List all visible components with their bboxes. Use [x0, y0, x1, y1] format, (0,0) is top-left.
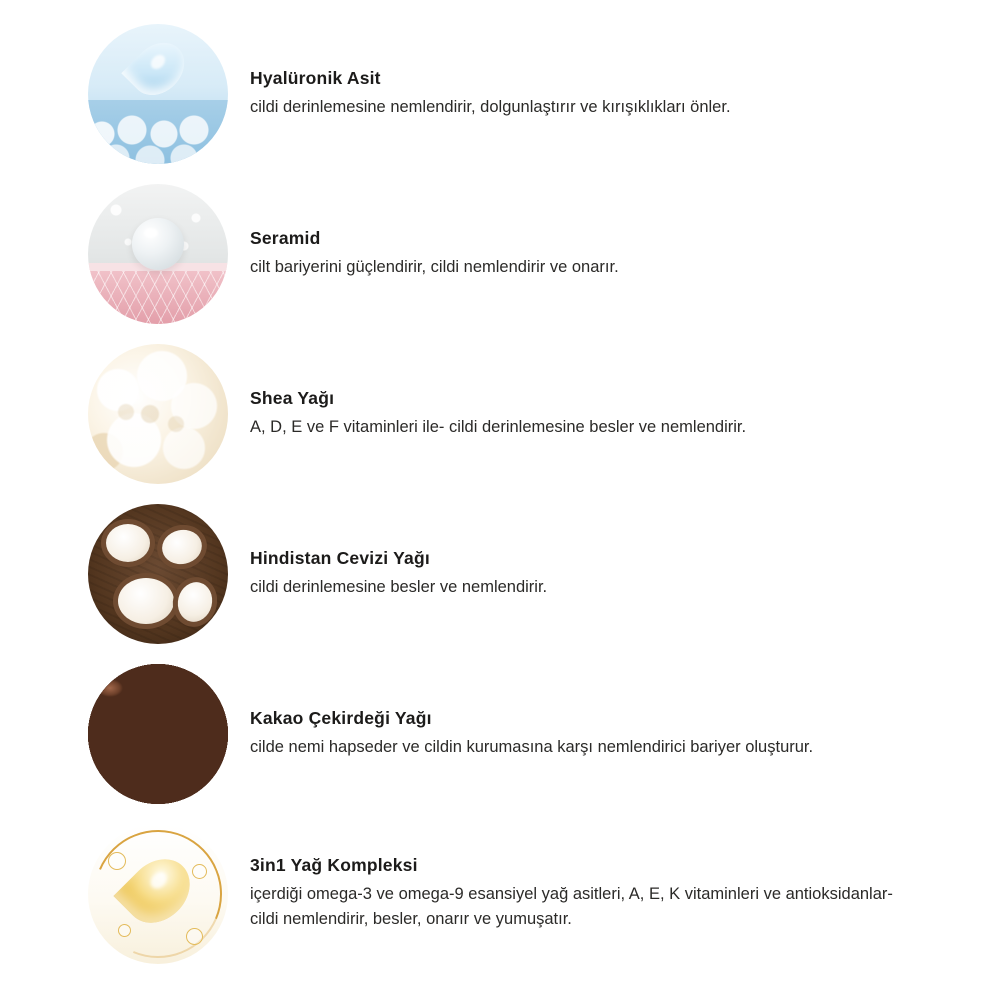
ingredient-row — [0, 654, 1000, 814]
butter-shadow-layer — [88, 344, 228, 484]
cocoa-beans-layer — [88, 664, 228, 804]
ingredient-text — [250, 708, 910, 760]
water-drop-icon — [121, 32, 195, 106]
ingredient-description: cilde nemi hapseder ve cildin kurumasına karşı nemlendirici bariyer oluşturur. — [250, 737, 814, 756]
ingredient-title: Hyalüronik Asit — [250, 67, 381, 88]
ingredient-title: 3in1 Yağ Kompleksi — [250, 855, 418, 875]
coconut-halves-photo — [88, 504, 228, 644]
skin-cells-layer — [88, 100, 228, 164]
oil-bubble-icon — [186, 928, 203, 945]
ingredient-row — [0, 814, 1000, 974]
ingredient-row — [0, 174, 1000, 334]
skin-layer — [88, 268, 228, 324]
shea-butter-texture-photo — [88, 344, 228, 484]
ingredient-description: cilt bariyerini güçlendirir, cildi nemlendirir ve onarır. — [250, 257, 619, 276]
ingredient-text — [250, 548, 910, 600]
ceramide-bubble-icon — [132, 218, 184, 270]
golden-oil-drop-illustration — [88, 824, 228, 964]
ingredient-thumbnail-wrap — [88, 504, 228, 644]
ingredient-title: Hindistan Cevizi Yağı — [250, 547, 430, 568]
coconut-husk-layer — [88, 504, 228, 644]
ingredient-description: cildi derinlemesine besler ve nemlendirir. — [250, 577, 548, 596]
ingredient-row — [0, 494, 1000, 654]
ingredient-title: Kakao Çekirdeği Yağı — [250, 707, 432, 728]
ceramide-skin-barrier-photo — [88, 184, 228, 324]
ingredient-description: cildi derinlemesine nemlendirir, dolgunlaştırır ve kırışıklıkları önler. — [250, 97, 731, 116]
ingredient-title: Shea Yağı — [250, 387, 335, 408]
ingredient-text — [250, 228, 910, 280]
ingredient-description: içerdiği omega-3 ve omega-9 esansiyel yağ asitleri, A, E, K vitaminleri ve antioksidanlar- cildi nemlendirir, besler, onarır ve yumuşatır. — [250, 884, 893, 929]
ingredient-thumbnail-wrap — [88, 344, 228, 484]
ingredient-thumbnail-wrap — [88, 824, 228, 964]
ingredient-row — [0, 334, 1000, 494]
ingredient-title: Seramid — [250, 227, 321, 248]
oil-bubble-icon — [192, 864, 207, 879]
cocoa-beans-photo — [88, 664, 228, 804]
ingredient-text — [250, 855, 910, 933]
water-drop-on-skin-cells-photo — [88, 24, 228, 164]
coconut-half-icon — [118, 578, 174, 624]
ingredient-list — [0, 14, 1000, 974]
ingredient-description: A, D, E ve F vitaminleri ile- cildi derinlemesine besler ve nemlendirir. — [250, 417, 747, 436]
oil-bubble-icon — [118, 924, 131, 937]
ingredient-text — [250, 68, 910, 120]
oil-bubble-icon — [108, 852, 126, 870]
coconut-half-icon — [106, 524, 150, 562]
ingredient-text — [250, 388, 910, 440]
ingredient-thumbnail-wrap — [88, 184, 228, 324]
ingredient-thumbnail-wrap — [88, 24, 228, 164]
ingredient-row — [0, 14, 1000, 174]
ingredient-thumbnail-wrap — [88, 664, 228, 804]
